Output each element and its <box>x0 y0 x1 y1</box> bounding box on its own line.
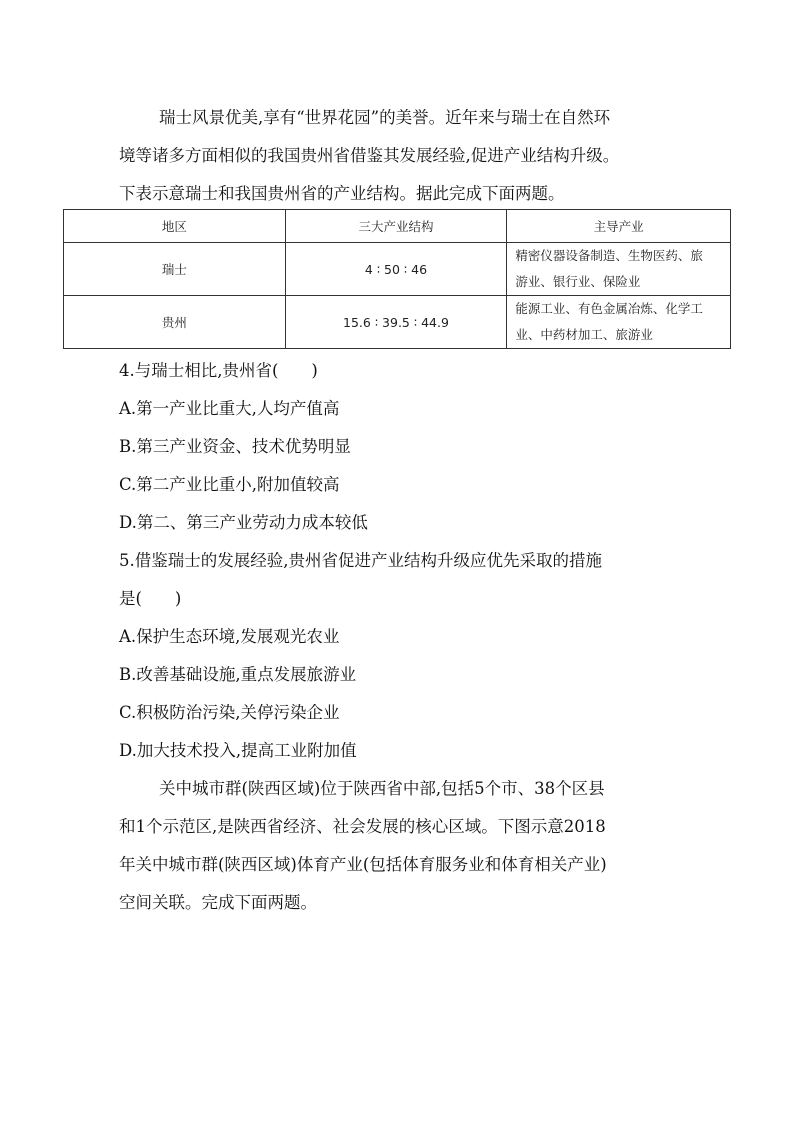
option-d: D.第二、第三产业劳动力成本较低 <box>119 513 368 532</box>
industry-structure-table <box>63 209 731 349</box>
industries-line: 能源工业、有色金属冶炼、化学工 <box>515 301 703 316</box>
text-line: 和1个示范区,是陕西省经济、社会发展的核心区域。下图示意2018 <box>119 817 606 836</box>
option-c: C.第二产业比重小,附加值较高 <box>119 475 340 494</box>
table-header: 三大产业结构 <box>285 210 507 243</box>
text-line: 关中城市群(陕西区域)位于陕西省中部,包括5个市、38个区县 <box>159 779 605 798</box>
question-stem: 是( ) <box>119 589 182 608</box>
question-stem: 5.借鉴瑞士的发展经验,贵州省促进产业结构升级应优先采取的措施 <box>119 551 602 570</box>
option-a: A.保护生态环境,发展观光农业 <box>119 627 340 646</box>
text-line: 瑞士风景优美,享有“世界花园”的美誉。近年来与瑞士在自然环 <box>159 108 611 127</box>
table-header: 地区 <box>64 210 286 243</box>
industries-line: 业、中药材加工、旅游业 <box>515 327 653 342</box>
table-cell-structure: 15.6 ∶ 39.5 ∶ 44.9 <box>285 296 507 349</box>
table-cell-region: 贵州 <box>64 296 286 349</box>
option-d: D.加大技术投入,提高工业附加值 <box>119 741 357 760</box>
table-header: 主导产业 <box>507 210 731 243</box>
table-cell-industries <box>507 243 731 296</box>
text-line: 空间关联。完成下面两题。 <box>119 893 317 912</box>
option-c: C.积极防治污染,关停污染企业 <box>119 703 340 722</box>
question-stem: 4.与瑞士相比,贵州省( ) <box>119 361 318 380</box>
table-cell-industries <box>507 296 731 349</box>
option-a: A.第一产业比重大,人均产值高 <box>119 399 340 418</box>
industries-line: 精密仪器设备制造、生物医药、旅 <box>515 248 703 263</box>
table-row <box>64 243 731 296</box>
table-cell-structure: 4 ∶ 50 ∶ 46 <box>285 243 507 296</box>
text-line: 年关中城市群(陕西区域)体育产业(包括体育服务业和体育相关产业) <box>119 855 607 874</box>
option-b: B.第三产业资金、技术优势明显 <box>119 437 351 456</box>
table-cell-region: 瑞士 <box>64 243 286 296</box>
industries-line: 游业、银行业、保险业 <box>515 274 641 289</box>
table-header-row <box>64 210 731 243</box>
table-row <box>64 296 731 349</box>
option-b: B.改善基础设施,重点发展旅游业 <box>119 665 357 684</box>
text-line: 境等诸多方面相似的我国贵州省借鉴其发展经验,促进产业结构升级。 <box>119 146 620 165</box>
text-line: 下表示意瑞士和我国贵州省的产业结构。据此完成下面两题。 <box>119 184 565 203</box>
